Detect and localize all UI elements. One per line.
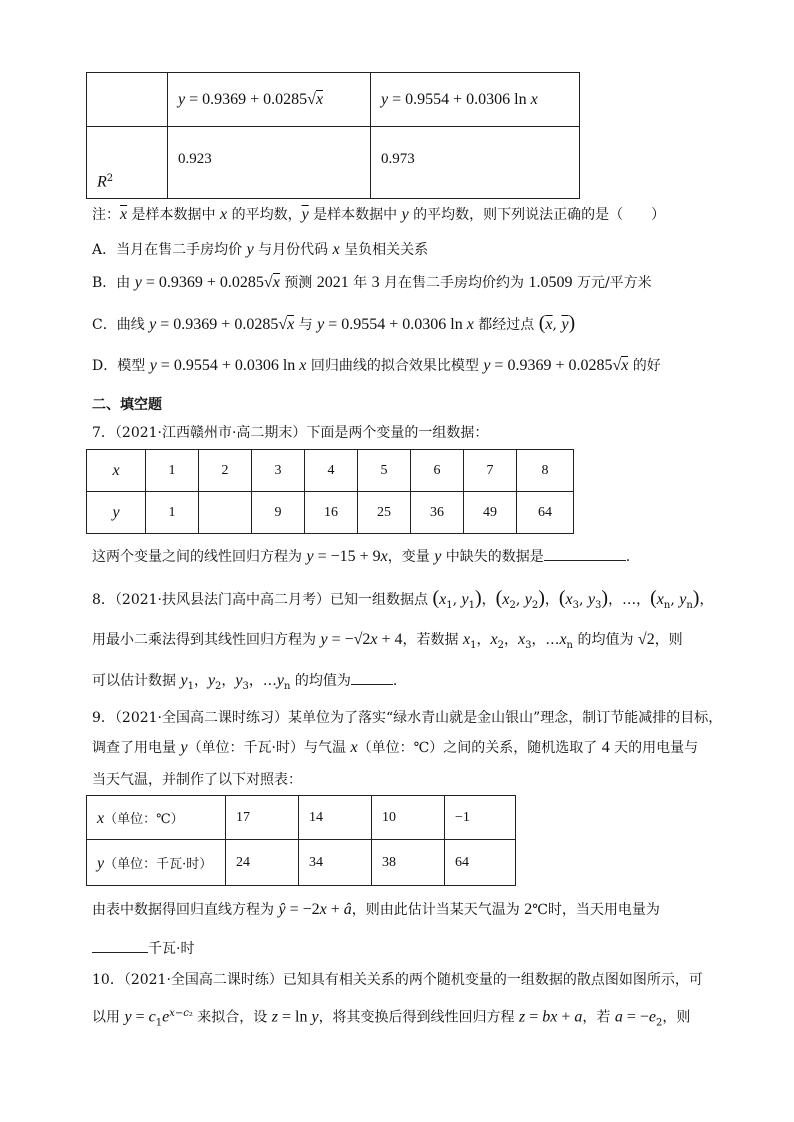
q7-data-table	[86, 449, 574, 534]
q7-x-cell: 4	[305, 450, 358, 492]
q7-y-label: y	[87, 492, 146, 534]
q7-x-cell: 5	[358, 450, 411, 492]
r-squared-label: $R^2$	[87, 127, 168, 199]
q9-y-cell: 64	[445, 840, 516, 886]
option-b: B．由 y = 0.9369 + 0.0285√x 预测 2021 年 3 月在售二手房均价约为 1.0509 万元/平方米	[92, 274, 652, 291]
q10-line1: 10．（2021·全国高二课时练）已知具有相关关系的两个随机变量的一组数据的散点图如图所示，可	[92, 972, 703, 988]
q8-line2: 用最小二乘法得到其线性回归方程为 y = −√2x + 4，若数据 $x_1$，$x_2$，$x_3$，$\dots x_n$ 的均值为 √2，则	[92, 631, 683, 651]
q9-line2: 调查了用电量 y（单位：千瓦·时）与气温 x（单位：℃）之间的关系，随机选取了 4 天的用电量与	[92, 739, 699, 756]
q9-after1: 由表中数据得回归直线方程为 ŷ = −2x + â，则由此估计当某天气温为 2℃时，当天用电量为	[92, 901, 660, 918]
model-ln-header: y = 0.9554 + 0.0306 ln x	[371, 73, 580, 127]
q7-y-cell-missing	[199, 492, 252, 534]
table-note: 注：$\overline{x}$ 是样本数据中 x 的平均数，$\overline{y}$ 是样本数据中 y 的平均数，则下列说法正确的是（ ）	[92, 206, 666, 223]
q9-x-label: x（单位：℃）	[87, 796, 226, 840]
q7-x-cell: 8	[517, 450, 574, 492]
q9-data-table	[86, 795, 516, 886]
q7-y-cell: 36	[411, 492, 464, 534]
q9-y-label: y（单位：千瓦·时）	[87, 840, 226, 886]
empty-header-cell	[87, 73, 168, 127]
q7-after: 这两个变量之间的线性回归方程为 y = −15 + 9x，变量 y 中缺失的数据是 .	[92, 548, 631, 565]
q7-y-cell: 49	[464, 492, 517, 534]
q9-x-cell: −1	[445, 796, 516, 840]
option-a: A．当月在售二手房均价 y 与月份代码 x 呈负相关关系	[92, 241, 429, 258]
q8-line1: 8．（2021·扶风县法门高中高二月考）已知一组数据点 ($x_1$, $y_1$)，($x_2$, $y_2$)，($x_3$, $y_3$)，…，($x_n$, $y_n$)，	[92, 587, 714, 611]
q9-line1: 9．（2021·全国高二课时练习）某单位为了落实“绿水青山就是金山银山”理念，制订节能减排的目标，	[92, 710, 723, 726]
q7-stem: 7．（2021·江西赣州市·高二期末）下面是两个变量的一组数据：	[92, 425, 489, 441]
model-comparison-table	[86, 72, 580, 199]
q9-line3: 当天气温，并制作了以下对照表：	[92, 772, 302, 788]
q7-y-cell: 16	[305, 492, 358, 534]
q9-x-cell: 14	[299, 796, 372, 840]
q7-y-cell: 25	[358, 492, 411, 534]
q9-y-cell: 38	[372, 840, 445, 886]
q10-line2: 以用 $y = c_1e^{x-c_2}$ 来拟合，设 z = ln y，将其变换后得到线性回归方程 z = bx + a，若 $a = -e_2$，则	[92, 1008, 691, 1029]
q7-x-cell: 3	[252, 450, 305, 492]
r-squared-ln: 0.973	[371, 127, 580, 199]
model-sqrt-header: y = 0.9369 + 0.0285√x	[168, 73, 371, 127]
q7-x-cell: 2	[199, 450, 252, 492]
q7-x-cell: 1	[146, 450, 199, 492]
q7-y-cell: 1	[146, 492, 199, 534]
q9-y-cell: 24	[226, 840, 299, 886]
q9-after2: 千瓦·时	[92, 938, 194, 959]
q7-x-cell: 6	[411, 450, 464, 492]
q9-x-cell: 17	[226, 796, 299, 840]
option-d: D．模型 y = 0.9554 + 0.0306 ln x 回归曲线的拟合效果比模型 y = 0.9369 + 0.0285√x 的好	[92, 357, 661, 374]
q7-y-cell: 9	[252, 492, 305, 534]
q8-line3: 可以估计数据 $y_1$，$y_2$，$y_3$，$\dots y_n$ 的均值为 .	[92, 672, 398, 692]
q7-x-label: x	[87, 450, 146, 492]
q9-x-cell: 10	[372, 796, 445, 840]
option-c: C．曲线 y = 0.9369 + 0.0285√x 与 y = 0.9554 + 0.0306 ln x 都经过点 ($\overline{x}$, $\overline{y}$)	[92, 312, 576, 334]
r-squared-sqrt: 0.923	[168, 127, 371, 199]
section-title: 二、填空题	[92, 397, 162, 413]
q7-y-cell: 64	[517, 492, 574, 534]
q9-y-cell: 34	[299, 840, 372, 886]
q7-x-cell: 7	[464, 450, 517, 492]
